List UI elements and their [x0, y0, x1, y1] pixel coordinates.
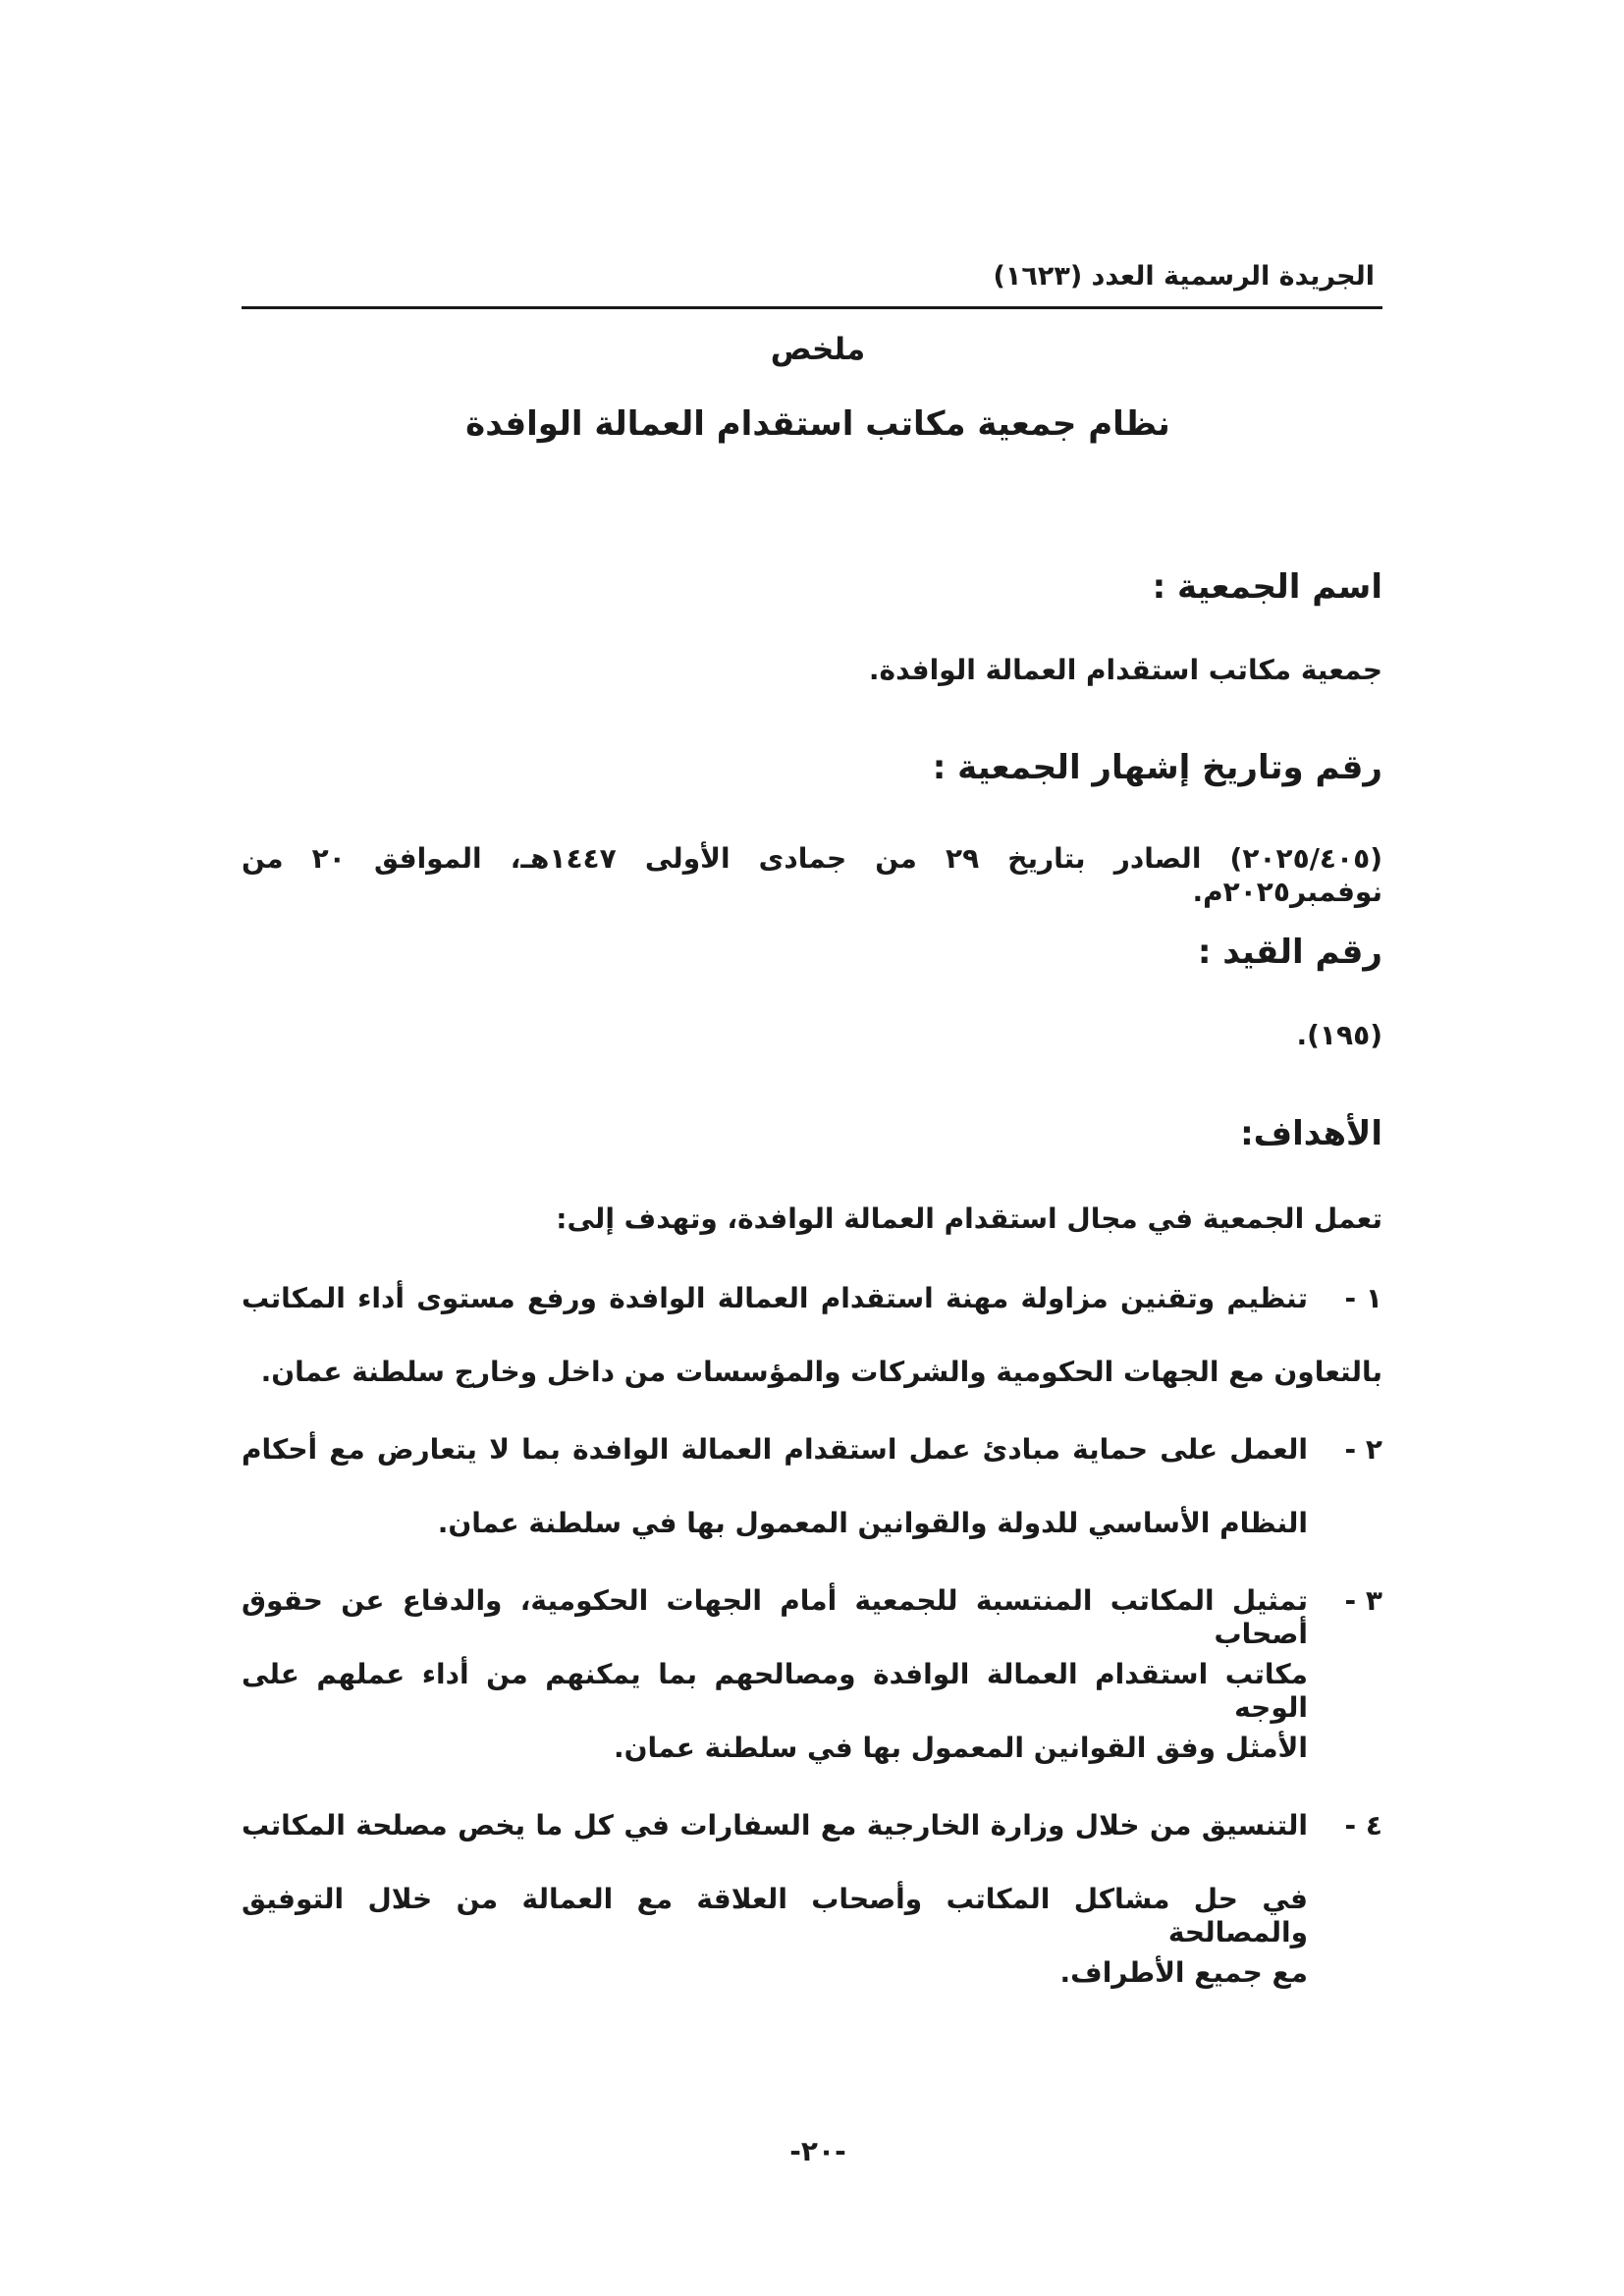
- record-value: (١٩٥).: [1296, 1019, 1382, 1051]
- goal-item-line: مع جميع الأطراف.: [1059, 1956, 1308, 1989]
- association-name-heading: اسم الجمعية :: [1152, 567, 1382, 607]
- goal-item-line: بالتعاون مع الجهات الحكومية والشركات والمؤسسات من داخل وخارج سلطنة عمان.: [260, 1356, 1382, 1388]
- summary-label: ملخص: [770, 332, 866, 367]
- association-name-value: جمعية مكاتب استقدام العمالة الوافدة.: [868, 654, 1382, 686]
- registration-heading: رقم وتاريخ إشهار الجمعية :: [932, 748, 1382, 787]
- gazette-title: الجريدة الرسمية العدد (١٦٢٣): [993, 261, 1375, 292]
- goal-item-line: تنظيم وتقنين مزاولة مهنة استقدام العمالة الوافدة ورفع مستوى أداء المكاتب: [242, 1282, 1308, 1314]
- goals-intro: تعمل الجمعية في مجال استقدام العمالة الوافدة، وتهدف إلى:: [556, 1202, 1382, 1235]
- record-heading: رقم القيد :: [1197, 933, 1382, 972]
- goal-item-line: في حل مشاكل المكاتب وأصحاب العلاقة مع العمالة من خلال التوفيق والمصالحة: [242, 1883, 1308, 1949]
- document-title: نظام جمعية مكاتب استقدام العمالة الوافدة: [465, 404, 1170, 444]
- goals-heading: الأهداف:: [1240, 1114, 1382, 1153]
- page-number: -٢٠-: [789, 2135, 846, 2167]
- goal-item-number: ٣ -: [1344, 1584, 1382, 1617]
- goal-item-line: النظام الأساسي للدولة والقوانين المعمول بها في سلطنة عمان.: [437, 1507, 1308, 1539]
- goal-item-number: ٢ -: [1344, 1433, 1382, 1466]
- goal-item-line: العمل على حماية مبادئ عمل استقدام العمالة الوافدة بما لا يتعارض مع أحكام: [242, 1433, 1308, 1466]
- goal-item-number: ٤ -: [1344, 1809, 1382, 1842]
- goal-item-line: تمثيل المكاتب المنتسبة للجمعية أمام الجهات الحكومية، والدفاع عن حقوق أصحاب: [242, 1584, 1308, 1650]
- goal-item-line: مكاتب استقدام العمالة الوافدة ومصالحهم بما يمكنهم من أداء عملهم على الوجه: [242, 1658, 1308, 1724]
- goal-item-line: الأمثل وفق القوانين المعمول بها في سلطنة عمان.: [613, 1732, 1308, 1764]
- registration-value: (٢٠٢٥/٤٠٥) الصادر بتاريخ ٢٩ من جمادى الأولى ١٤٤٧هـ، الموافق ٢٠ من نوفمبر٢٠٢٥م.: [242, 842, 1382, 908]
- goal-item-number: ١ -: [1344, 1282, 1382, 1314]
- goal-item-line: التنسيق من خلال وزارة الخارجية مع السفارات في كل ما يخص مصلحة المكاتب: [242, 1809, 1308, 1842]
- gazette-header: [242, 257, 1382, 309]
